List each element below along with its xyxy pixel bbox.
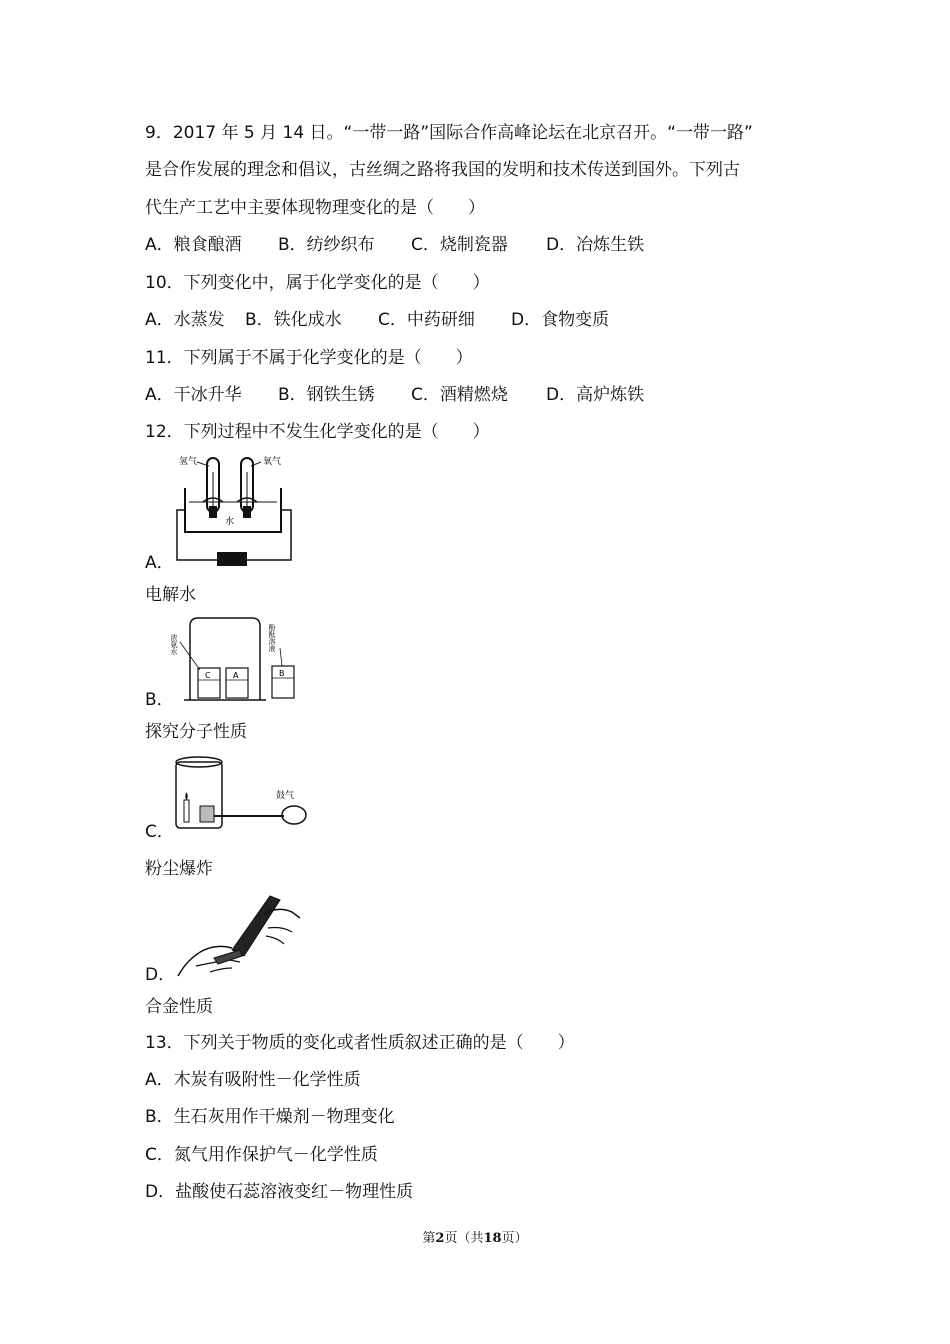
option-d: D．食物变质 xyxy=(511,310,610,330)
q12-stem: 12．下列过程中不发生化学变化的是（ ） xyxy=(145,422,490,442)
q10-options xyxy=(145,309,609,331)
total-pages-number: 18 xyxy=(483,1231,502,1246)
option-a: A．干冰升华 xyxy=(145,385,242,405)
q12-option-a-caption: 电解水 xyxy=(145,585,196,605)
q12-option-d-caption: 合金性质 xyxy=(145,997,213,1017)
beaker-a-label: A xyxy=(233,671,239,680)
oxygen-label: 氧气 xyxy=(263,457,282,467)
q9-stem-line3: 代生产工艺中主要体现物理变化的是（ ） xyxy=(145,198,485,218)
q9-stem-line1: 9．2017 年 5 月 14 日。“一带一路”国际合作高峰论坛在北京召开。“一带一路” xyxy=(145,123,753,143)
option-a: A．水蒸发 xyxy=(145,310,225,330)
q13-option-d: D．盐酸使石蕊溶液变红－物理性质 xyxy=(145,1182,414,1202)
option-c: C．烧制瓷器 xyxy=(411,235,508,255)
alloy-property-figure xyxy=(174,888,304,980)
q12-option-c-caption: 粉尘爆炸 xyxy=(145,859,213,879)
option-a: A．粮食酿酒 xyxy=(145,235,242,255)
dust-explosion-figure xyxy=(172,752,312,832)
footer-mid: 页（共 xyxy=(444,1231,484,1246)
option-b: B．钢铁生锈 xyxy=(278,385,375,405)
option-b: B．铁化成水 xyxy=(245,310,342,330)
q10-stem: 10．下列变化中，属于化学变化的是（ ） xyxy=(145,273,490,293)
q12-option-c-letter: C． xyxy=(145,822,174,842)
q9-options xyxy=(145,234,644,256)
beaker-b-label: B xyxy=(279,669,285,678)
option-d: D．高炉炼铁 xyxy=(546,385,645,405)
q11-options xyxy=(145,384,644,406)
option-c: C．中药研细 xyxy=(378,310,475,330)
current-page-number: 2 xyxy=(435,1231,445,1246)
q13-stem: 13．下列关于物质的变化或者性质叙述正确的是（ ） xyxy=(145,1033,575,1053)
footer-prefix: 第 xyxy=(422,1231,436,1246)
q12-option-d-letter: D． xyxy=(145,965,176,985)
q12-option-b-letter: B． xyxy=(145,690,174,710)
footer-suffix: 页） xyxy=(501,1231,528,1246)
phenolphthalein-label: 酚酞溶液 xyxy=(268,624,276,652)
q9-stem-line2: 是合作发展的理念和倡议，古丝绸之路将我国的发明和技术传送到国外。下列古 xyxy=(145,160,740,180)
ammonia-label: 浓氨水 xyxy=(170,634,178,655)
electrolysis-figure xyxy=(175,452,295,572)
q11-stem: 11．下列属于不属于化学变化的是（ ） xyxy=(145,348,473,368)
water-label: 水 xyxy=(225,517,235,527)
option-d: D．冶炼生铁 xyxy=(546,235,645,255)
q12-option-b-caption: 探究分子性质 xyxy=(145,722,247,742)
beaker-c-label: C xyxy=(205,671,211,680)
q13-option-a: A．木炭有吸附性－化学性质 xyxy=(145,1070,361,1090)
option-b: B．纺纱织布 xyxy=(278,235,375,255)
hydrogen-label: 氢气 xyxy=(179,457,198,467)
q13-option-c: C．氮气用作保护气－化学性质 xyxy=(145,1145,378,1165)
page-footer xyxy=(0,1227,950,1246)
option-c: C．酒精燃烧 xyxy=(411,385,508,405)
q12-option-a-letter: A． xyxy=(145,553,174,573)
blow-air-label: 鼓气 xyxy=(276,791,295,801)
molecule-experiment-figure xyxy=(172,614,302,706)
q13-option-b: B．生石灰用作干燥剂－物理变化 xyxy=(145,1107,395,1127)
